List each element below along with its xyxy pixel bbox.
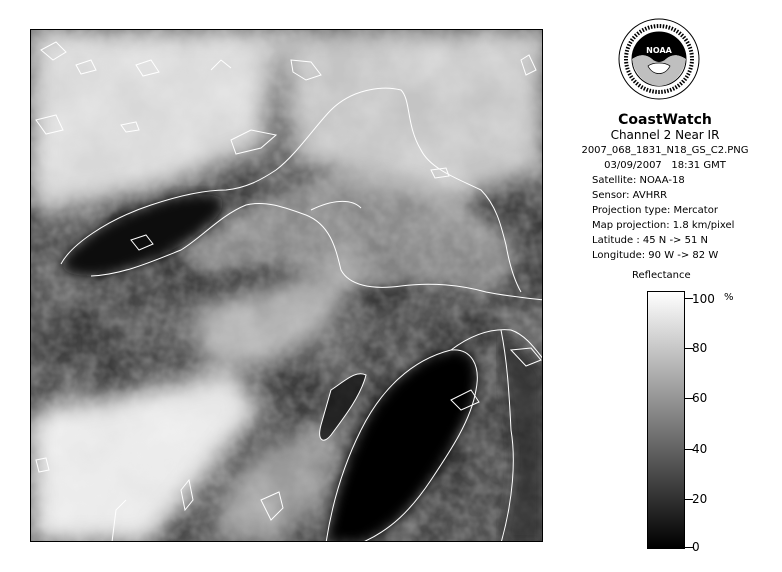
satellite-line: Satellite: NOAA-18 [592, 175, 685, 186]
metadata-lines [565, 173, 765, 263]
noaa-seal-icon [618, 18, 700, 100]
datetime [565, 158, 765, 173]
projection-type-line: Projection type: Mercator [592, 205, 718, 216]
tick-label-20: 20 [692, 492, 708, 506]
subtitle: Channel 2 Near IR [610, 128, 720, 142]
title: CoastWatch [618, 112, 712, 128]
colorbar [647, 291, 685, 549]
logo-text: NOAA [646, 46, 672, 55]
tick-label-40: 40 [692, 442, 708, 456]
latitude-line: Latitude : 45 N -> 51 N [592, 235, 708, 246]
tick-label-100: 100 [692, 292, 715, 306]
info-panel [565, 112, 765, 263]
map-projection-line: Map projection: 1.8 km/pixel [592, 220, 735, 231]
filename: 2007_068_1831_N18_GS_C2.PNG [581, 145, 749, 156]
satellite-map-svg [31, 30, 543, 542]
satellite-image [30, 29, 543, 542]
noaa-logo [618, 18, 700, 100]
tick-label-0: 0 [692, 540, 700, 554]
date: 03/09/2007 [604, 160, 662, 171]
legend-title: Reflectance [632, 270, 691, 281]
longitude-line: Longitude: 90 W -> 82 W [592, 250, 719, 261]
tick-label-60: 60 [692, 391, 708, 405]
sensor-line: Sensor: AVHRR [592, 190, 668, 201]
time: 18:31 GMT [671, 160, 726, 171]
legend-unit: % [724, 292, 734, 303]
tick-label-80: 80 [692, 341, 708, 355]
